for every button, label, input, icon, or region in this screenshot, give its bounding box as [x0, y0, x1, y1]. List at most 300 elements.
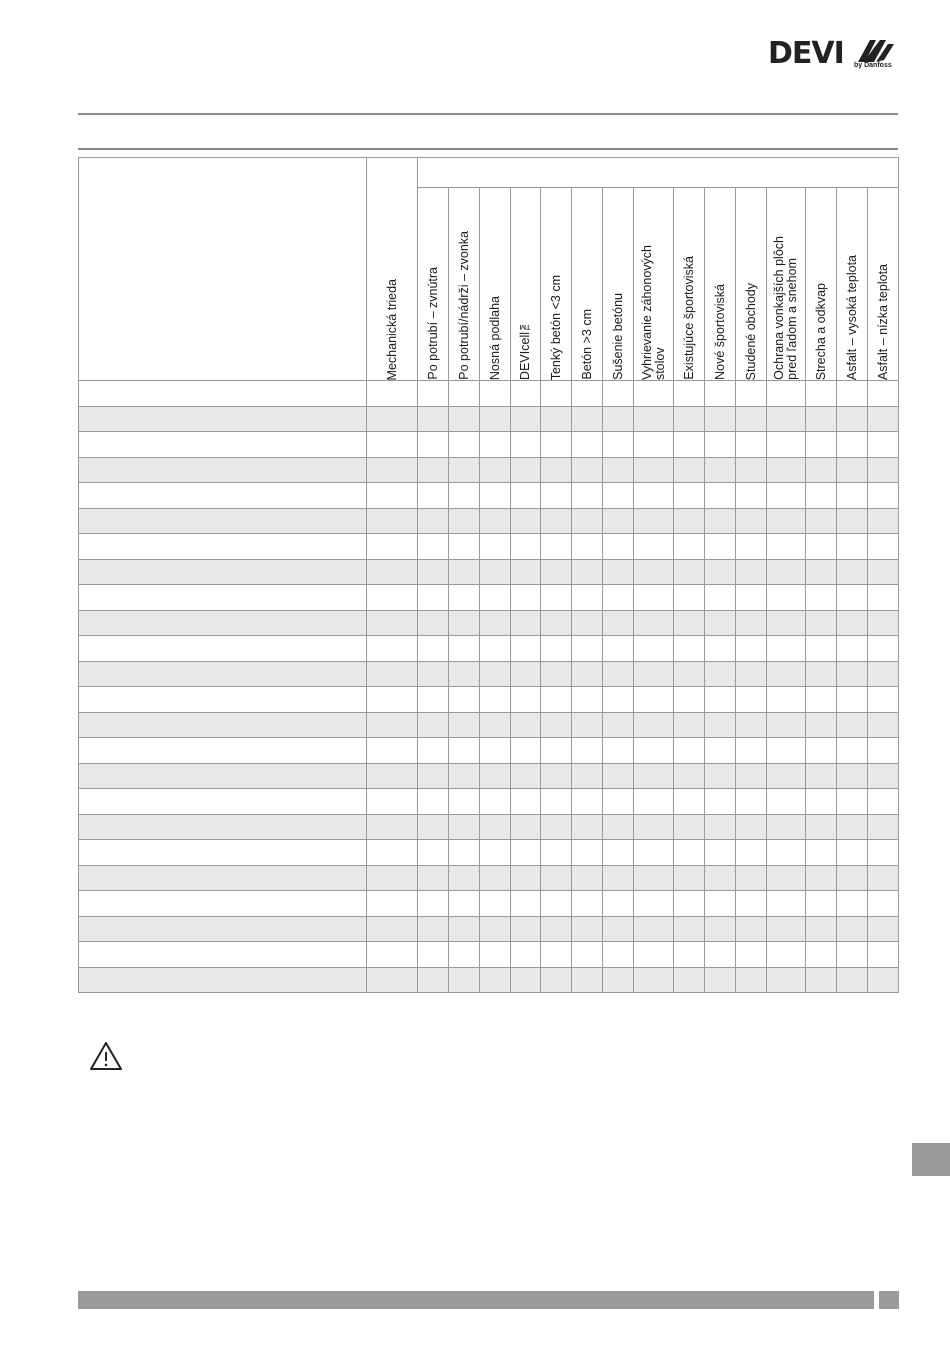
table-row — [79, 789, 899, 815]
table-cell — [674, 789, 705, 815]
table-cell — [736, 432, 767, 458]
table-cell — [449, 559, 480, 585]
table-cell — [806, 814, 837, 840]
table-cell — [367, 559, 418, 585]
table-cell — [79, 814, 367, 840]
table-cell — [367, 763, 418, 789]
table-cell — [79, 483, 367, 509]
column-header — [767, 188, 806, 381]
table-cell — [767, 381, 806, 407]
table-cell — [367, 891, 418, 917]
table-cell — [511, 738, 541, 764]
table-cell — [634, 559, 674, 585]
table-cell — [868, 891, 899, 917]
table-cell — [868, 789, 899, 815]
table-cell — [449, 916, 480, 942]
table-cell — [767, 789, 806, 815]
table-cell — [837, 610, 868, 636]
table-cell — [868, 763, 899, 789]
table-cell — [449, 814, 480, 840]
table-cell — [367, 789, 418, 815]
table-cell — [367, 483, 418, 509]
table-cell — [767, 483, 806, 509]
table-cell — [79, 432, 367, 458]
table-row — [79, 636, 899, 662]
table-cell — [634, 916, 674, 942]
table-cell — [449, 508, 480, 534]
table-cell — [418, 406, 449, 432]
table-cell — [767, 432, 806, 458]
table-cell — [480, 661, 511, 687]
table-cell — [634, 381, 674, 407]
table-cell — [634, 891, 674, 917]
column-header — [736, 188, 767, 381]
table-cell — [837, 687, 868, 713]
table-cell — [634, 534, 674, 560]
mech-class-header — [367, 158, 418, 381]
table-cell — [79, 508, 367, 534]
table-cell — [480, 789, 511, 815]
table-cell — [367, 687, 418, 713]
table-cell — [572, 789, 603, 815]
table-cell — [79, 865, 367, 891]
table-cell — [511, 865, 541, 891]
table-cell — [806, 712, 837, 738]
table-cell — [603, 559, 634, 585]
table-cell — [480, 763, 511, 789]
table-cell — [449, 661, 480, 687]
table-cell — [634, 483, 674, 509]
table-cell — [837, 967, 868, 993]
table-cell — [449, 763, 480, 789]
table-cell — [480, 840, 511, 866]
application-table — [78, 157, 899, 993]
table-cell — [705, 687, 736, 713]
table-cell — [418, 559, 449, 585]
table-cell — [367, 636, 418, 662]
table-cell — [674, 457, 705, 483]
table-cell — [806, 457, 837, 483]
table-cell — [572, 559, 603, 585]
table-cell — [603, 891, 634, 917]
table-row — [79, 738, 899, 764]
table-cell — [767, 763, 806, 789]
table-row — [79, 814, 899, 840]
table-cell — [480, 814, 511, 840]
table-cell — [541, 967, 572, 993]
table-cell — [868, 483, 899, 509]
table-cell — [79, 738, 367, 764]
table-cell — [705, 967, 736, 993]
table-cell — [511, 967, 541, 993]
table-cell — [767, 840, 806, 866]
table-cell — [806, 763, 837, 789]
table-cell — [736, 814, 767, 840]
table-cell — [634, 942, 674, 968]
table-cell — [674, 661, 705, 687]
table-cell — [674, 610, 705, 636]
table-cell — [837, 661, 868, 687]
table-cell — [480, 687, 511, 713]
table-row — [79, 687, 899, 713]
table-cell — [634, 687, 674, 713]
table-cell — [541, 763, 572, 789]
table-cell — [511, 942, 541, 968]
table-cell — [603, 814, 634, 840]
table-cell — [603, 432, 634, 458]
table-cell — [767, 967, 806, 993]
table-cell — [511, 891, 541, 917]
table-cell — [806, 483, 837, 509]
table-cell — [674, 687, 705, 713]
table-cell — [736, 457, 767, 483]
table-cell — [767, 916, 806, 942]
table-cell — [868, 534, 899, 560]
table-row — [79, 865, 899, 891]
column-header-label: Tenký betón <3 cm — [548, 274, 563, 380]
table-cell — [767, 738, 806, 764]
table-cell — [837, 483, 868, 509]
table-cell — [572, 636, 603, 662]
table-cell — [418, 508, 449, 534]
table-cell — [806, 865, 837, 891]
table-cell — [367, 381, 418, 407]
table-row — [79, 534, 899, 560]
table-cell — [705, 942, 736, 968]
chapter-tab — [912, 1143, 950, 1176]
table-cell — [418, 967, 449, 993]
table-cell — [480, 585, 511, 611]
table-cell — [806, 636, 837, 662]
table-cell — [705, 738, 736, 764]
column-header — [418, 188, 449, 381]
table-row — [79, 432, 899, 458]
table-cell — [736, 891, 767, 917]
table-cell — [806, 406, 837, 432]
table-cell — [418, 432, 449, 458]
table-cell — [367, 610, 418, 636]
table-cell — [806, 432, 837, 458]
footer-bar — [78, 1291, 874, 1309]
table-cell — [79, 891, 367, 917]
column-header-label: Po potrubí/nádrži – zvonka — [456, 231, 471, 380]
table-cell — [806, 559, 837, 585]
table-cell — [603, 534, 634, 560]
table-cell — [767, 534, 806, 560]
table-cell — [480, 534, 511, 560]
table-cell — [603, 789, 634, 815]
table-cell — [837, 840, 868, 866]
table-cell — [767, 712, 806, 738]
table-cell — [449, 381, 480, 407]
table-cell — [736, 661, 767, 687]
column-header — [674, 188, 705, 381]
table-row — [79, 381, 899, 407]
table-cell — [603, 636, 634, 662]
column-header-label: Po potrubí – zvnútra — [425, 267, 440, 380]
table-cell — [572, 891, 603, 917]
table-cell — [767, 814, 806, 840]
table-cell — [480, 738, 511, 764]
column-header — [449, 188, 480, 381]
table-cell — [367, 432, 418, 458]
table-cell — [572, 661, 603, 687]
column-header — [572, 188, 603, 381]
table-row — [79, 891, 899, 917]
table-cell — [367, 942, 418, 968]
table-cell — [705, 763, 736, 789]
table-cell — [806, 610, 837, 636]
column-header — [806, 188, 837, 381]
table-cell — [634, 610, 674, 636]
table-cell — [367, 712, 418, 738]
table-cell — [79, 840, 367, 866]
table-cell — [705, 712, 736, 738]
table-cell — [541, 891, 572, 917]
table-cell — [705, 916, 736, 942]
table-cell — [674, 483, 705, 509]
table-cell — [541, 585, 572, 611]
table-cell — [674, 942, 705, 968]
table-cell — [511, 559, 541, 585]
table-cell — [79, 763, 367, 789]
column-header — [603, 188, 634, 381]
table-cell — [480, 432, 511, 458]
table-body — [79, 381, 899, 993]
table-cell — [806, 916, 837, 942]
table-cell — [541, 610, 572, 636]
table-cell — [736, 534, 767, 560]
table-cell — [541, 432, 572, 458]
table-cell — [674, 432, 705, 458]
table-cell — [736, 840, 767, 866]
table-cell — [634, 457, 674, 483]
table-cell — [767, 687, 806, 713]
table-cell — [480, 381, 511, 407]
table-cell — [603, 865, 634, 891]
column-header-label: Nosná podlaha — [487, 295, 502, 380]
table-cell — [868, 381, 899, 407]
table-cell — [511, 483, 541, 509]
table-cell — [367, 916, 418, 942]
table-cell — [634, 636, 674, 662]
table-cell — [806, 942, 837, 968]
table-cell — [572, 508, 603, 534]
table-cell — [705, 534, 736, 560]
table-cell — [868, 610, 899, 636]
table-cell — [572, 585, 603, 611]
table-cell — [705, 789, 736, 815]
table-cell — [541, 457, 572, 483]
table-cell — [674, 508, 705, 534]
table-cell — [736, 687, 767, 713]
table-row — [79, 457, 899, 483]
table-cell — [674, 381, 705, 407]
table-cell — [736, 789, 767, 815]
table-cell — [806, 661, 837, 687]
table-cell — [868, 406, 899, 432]
table-cell — [541, 636, 572, 662]
table-cell — [634, 738, 674, 764]
table-cell — [674, 738, 705, 764]
devi-logo — [768, 34, 900, 74]
table-cell — [572, 967, 603, 993]
table-cell — [367, 865, 418, 891]
table-cell — [572, 432, 603, 458]
table-cell — [418, 712, 449, 738]
column-header — [480, 188, 511, 381]
table-cell — [603, 712, 634, 738]
table-cell — [79, 712, 367, 738]
table-cell — [868, 559, 899, 585]
table-cell — [806, 687, 837, 713]
table-cell — [418, 534, 449, 560]
top-rule — [78, 113, 898, 115]
table-row — [79, 559, 899, 585]
table-cell — [572, 840, 603, 866]
table-cell — [449, 891, 480, 917]
table-cell — [603, 457, 634, 483]
table-cell — [449, 738, 480, 764]
table-cell — [511, 432, 541, 458]
table-cell — [674, 585, 705, 611]
table-cell — [767, 891, 806, 917]
table-cell — [674, 916, 705, 942]
table-cell — [79, 457, 367, 483]
table-cell — [449, 636, 480, 662]
table-cell — [367, 967, 418, 993]
table-cell — [603, 840, 634, 866]
table-cell — [868, 636, 899, 662]
table-cell — [418, 585, 449, 611]
table-cell — [572, 534, 603, 560]
table-cell — [674, 967, 705, 993]
table-cell — [541, 712, 572, 738]
table-cell — [480, 891, 511, 917]
table-cell — [705, 559, 736, 585]
table-cell — [603, 483, 634, 509]
table-cell — [541, 559, 572, 585]
table-row — [79, 508, 899, 534]
column-header-label: Asfalt – nízka teplota — [875, 263, 890, 380]
table-cell — [572, 406, 603, 432]
table-cell — [541, 814, 572, 840]
table-cell — [511, 610, 541, 636]
column-header — [541, 188, 572, 381]
table-cell — [541, 840, 572, 866]
table-cell — [603, 916, 634, 942]
table-cell — [705, 381, 736, 407]
table-cell — [705, 610, 736, 636]
table-cell — [603, 763, 634, 789]
table-cell — [603, 738, 634, 764]
table-cell — [837, 814, 868, 840]
table-row — [79, 942, 899, 968]
column-header — [511, 188, 541, 381]
table-cell — [868, 687, 899, 713]
table-cell — [868, 916, 899, 942]
column-header — [868, 188, 899, 381]
table-cell — [480, 865, 511, 891]
table-cell — [705, 840, 736, 866]
table-cell — [868, 457, 899, 483]
table-cell — [367, 457, 418, 483]
table-cell — [736, 483, 767, 509]
table-row — [79, 967, 899, 993]
table-cell — [367, 508, 418, 534]
table-cell — [705, 891, 736, 917]
table-cell — [418, 840, 449, 866]
table-cell — [418, 687, 449, 713]
table-cell — [868, 738, 899, 764]
table-cell — [449, 534, 480, 560]
table-cell — [736, 865, 767, 891]
table-cell — [837, 432, 868, 458]
column-header-label: Existujúce športoviská — [681, 256, 696, 380]
table-cell — [806, 738, 837, 764]
table-cell — [705, 432, 736, 458]
table-cell — [541, 534, 572, 560]
table-cell — [511, 636, 541, 662]
table-cell — [418, 916, 449, 942]
table-cell — [634, 585, 674, 611]
table-cell — [79, 687, 367, 713]
table-cell — [367, 406, 418, 432]
table-cell — [511, 534, 541, 560]
table-cell — [868, 585, 899, 611]
table-cell — [736, 763, 767, 789]
table-cell — [541, 687, 572, 713]
table-cell — [634, 661, 674, 687]
table-cell — [511, 687, 541, 713]
table-cell — [736, 381, 767, 407]
table-cell — [705, 814, 736, 840]
table-cell — [806, 840, 837, 866]
table-cell — [767, 585, 806, 611]
table-cell — [418, 381, 449, 407]
table-row — [79, 916, 899, 942]
table-cell — [449, 967, 480, 993]
table-cell — [674, 712, 705, 738]
table-cell — [541, 381, 572, 407]
table-cell — [634, 814, 674, 840]
table-cell — [736, 610, 767, 636]
mech-class-label: Mechanická trieda — [384, 278, 399, 380]
table-cell — [418, 891, 449, 917]
table-cell — [79, 534, 367, 560]
table-cell — [418, 636, 449, 662]
table-cell — [449, 942, 480, 968]
table-cell — [603, 687, 634, 713]
table-cell — [418, 814, 449, 840]
table-cell — [480, 483, 511, 509]
table-cell — [868, 865, 899, 891]
table-cell — [418, 763, 449, 789]
table-cell — [767, 636, 806, 662]
table-cell — [736, 738, 767, 764]
table-cell — [837, 406, 868, 432]
table-cell — [449, 789, 480, 815]
table-cell — [449, 840, 480, 866]
table-cell — [603, 610, 634, 636]
table-cell — [480, 942, 511, 968]
table-cell — [511, 814, 541, 840]
table-cell — [449, 865, 480, 891]
table-cell — [603, 942, 634, 968]
table-cell — [418, 457, 449, 483]
table-cell — [511, 585, 541, 611]
table-cell — [806, 508, 837, 534]
